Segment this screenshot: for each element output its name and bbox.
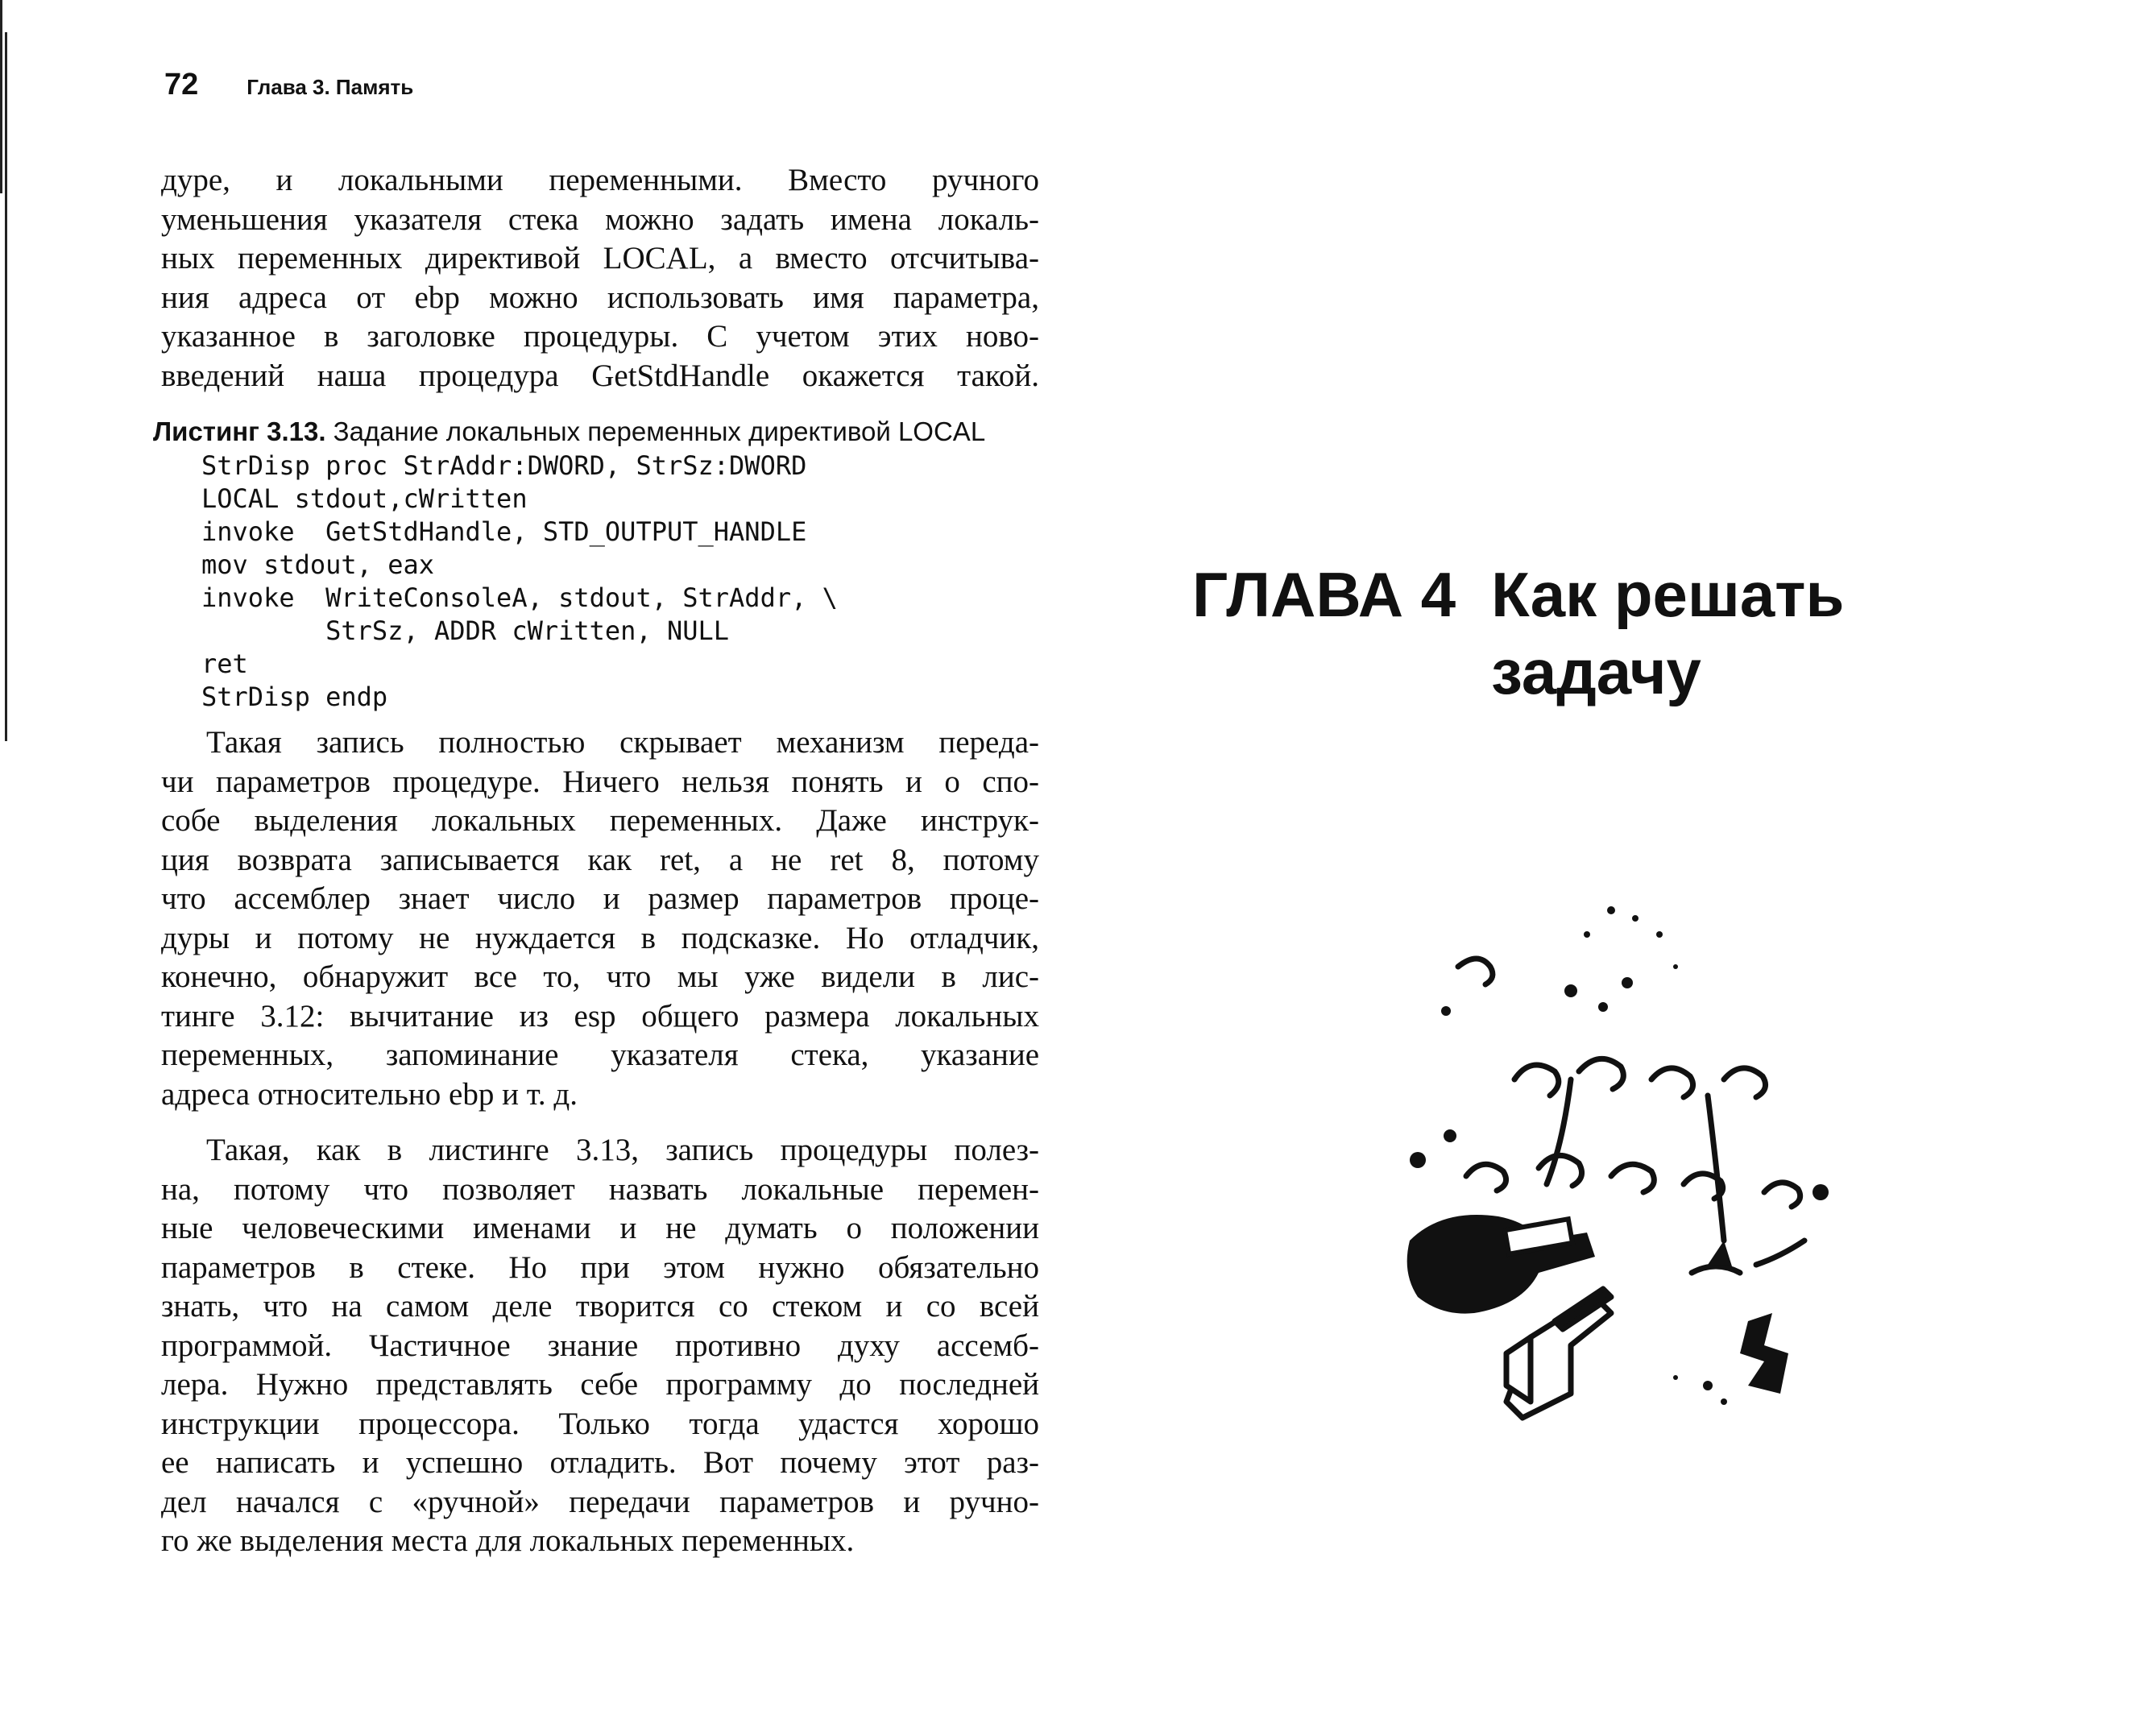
text-line: конечно, обнаружит все то, что мы уже видели в лис-	[161, 959, 1039, 994]
text-line: знать, что на самом деле творится со стеком и со всей	[161, 1289, 1039, 1324]
text-line: дуре, и локальными переменными. Вместо ручного	[161, 163, 1039, 197]
code-line: StrSz, ADDR cWritten, NULL	[201, 615, 730, 646]
code-line: StrDisp endp	[201, 682, 388, 712]
text-line: уменьшения указателя стека можно задать имена локаль-	[161, 201, 1039, 237]
chapter-illustration	[1369, 886, 1869, 1466]
code-line: ret	[201, 648, 248, 679]
text-line: переменных, запоминание указателя стека, указание	[161, 1038, 1039, 1072]
text-line: что ассемблер знает число и размер параметров проце-	[161, 881, 1039, 916]
text-line: ее написать и успешно отладить. Вот почему этот раз-	[161, 1445, 1039, 1480]
code-listing	[201, 450, 838, 714]
running-head	[164, 68, 413, 116]
text-line: тинге 3.12: вычитание из esp общего размера локальных	[161, 998, 1039, 1034]
chapter-number: ГЛАВА 4	[1192, 559, 1456, 630]
right-page	[1128, 0, 2146, 1736]
text-line: ные человеческими именами и не думать о положении	[161, 1211, 1039, 1245]
paragraph	[161, 161, 1039, 396]
text-line: инструкции процессора. Только тогда удастся хорошо	[161, 1406, 1039, 1441]
chapter-title: Как решать задачу	[1491, 559, 1845, 707]
text-line: го же выделения места для локальных переменных.	[161, 1523, 855, 1558]
code-line: invoke GetStdHandle, STD_OUTPUT_HANDLE	[201, 516, 807, 547]
code-line: invoke WriteConsoleA, stdout, StrAddr, \	[201, 582, 838, 613]
text-line: введений наша процедура GetStdHandle окажется такой.	[161, 358, 1039, 393]
text-line: программой. Частичное знание противно духу ассемб-	[161, 1328, 1039, 1363]
text-line: параметров в стеке. Но при этом нужно обязательно	[161, 1249, 1039, 1285]
text-line: Такая, как в листинге 3.13, запись процедуры полез-	[206, 1133, 1039, 1167]
text-line: дел начался с «ручной» передачи параметров и ручно-	[161, 1484, 1039, 1519]
binding-line	[5, 32, 7, 741]
text-line: дуры и потому не нуждается в подсказке. Но отладчик,	[161, 920, 1039, 955]
text-line: Такая запись полностью скрывает механизм переда-	[206, 725, 1039, 760]
binding-line	[0, 0, 2, 193]
listing-label: Листинг 3.13.	[153, 416, 326, 446]
running-title: Глава 3. Память	[246, 75, 414, 99]
text-line: ния адреса от ebp можно использовать имя параметра,	[161, 280, 1039, 315]
text-line: ция возврата записывается как ret, а не ret 8, потому	[161, 842, 1039, 877]
code-line: mov stdout, eax	[201, 549, 434, 580]
text-line: лера. Нужно представлять себе программу до последней	[161, 1367, 1039, 1402]
text-line: собе выделения локальных переменных. Даже инструк-	[161, 803, 1039, 838]
text-line: адреса относительно ebp и т. д.	[161, 1076, 578, 1112]
book-binding-shadow	[0, 0, 8, 741]
text-line: ных переменных директивой LOCAL, а вместо отсчитыва-	[161, 241, 1039, 276]
code-line: LOCAL stdout,cWritten	[201, 483, 528, 514]
left-page	[145, 64, 1047, 1676]
code-line: StrDisp proc StrAddr:DWORD, StrSz:DWORD	[201, 450, 807, 481]
text-line: чи параметров процедуре. Ничего нельзя понять и о спо-	[161, 764, 1039, 799]
paragraph	[161, 723, 1039, 1114]
text-line: указанное в заголовке процедуры. С учетом этих ново-	[161, 319, 1039, 354]
page-number: 72	[164, 68, 199, 102]
listing-caption-text: Задание локальных переменных директивой LOCAL	[333, 416, 986, 446]
listing-caption	[153, 416, 985, 447]
chapter-heading	[1192, 556, 1878, 711]
text-line: на, потому что позволяет назвать локальные перемен-	[161, 1171, 1039, 1207]
paragraph	[161, 1131, 1039, 1561]
